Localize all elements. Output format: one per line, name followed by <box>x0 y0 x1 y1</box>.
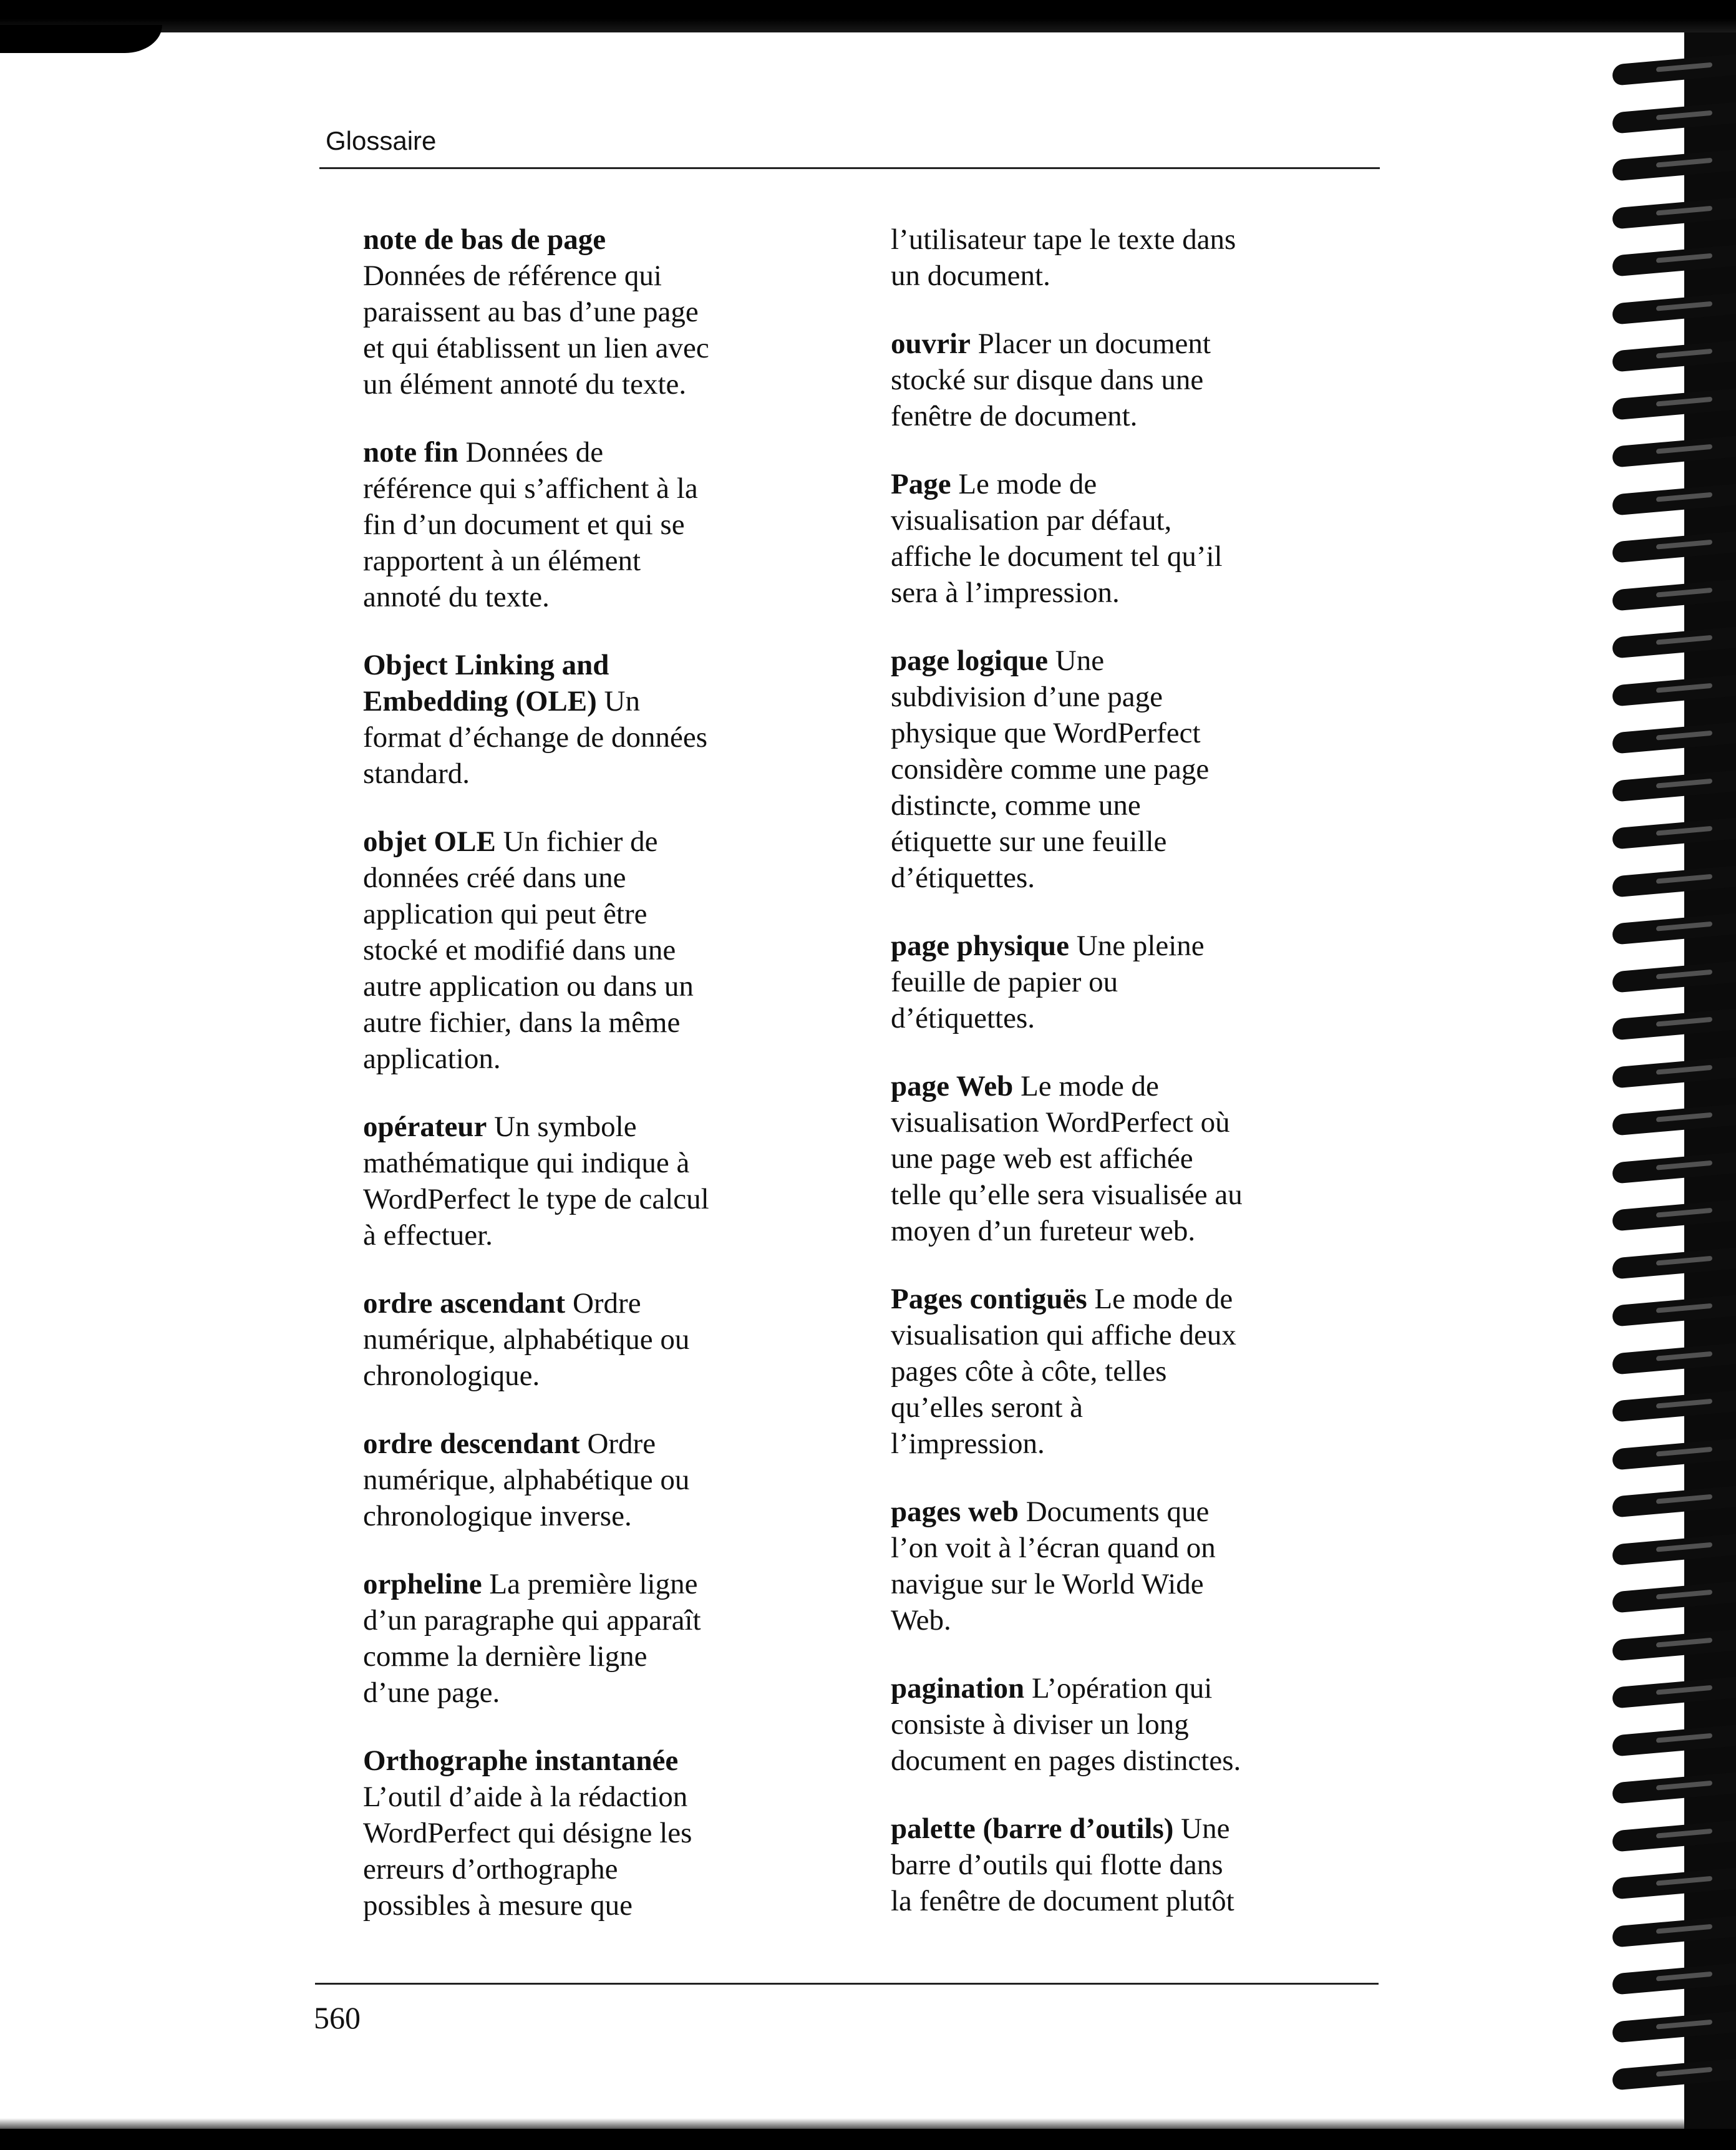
scan-bottom-edge <box>0 2129 1736 2150</box>
glossary-entry <box>891 1494 1290 1638</box>
glossary-term: Orthographe instantanée <box>363 1744 679 1777</box>
scan-top-edge <box>0 0 1736 32</box>
glossary-term: objet OLE <box>363 825 496 858</box>
glossary-entry <box>891 1281 1290 1462</box>
glossary-column-right <box>891 221 1290 1951</box>
glossary-continuation: l’utilisateur tape le texte dans un document. <box>891 223 1236 292</box>
glossary-definition: Le mode de visualisation WordPerfect où une page web est affichée telle qu’elle sera visualisée au moyen d’un fureteur web. <box>891 1070 1243 1247</box>
glossary-term: pagination <box>891 1672 1025 1705</box>
glossary-definition: Une barre d’outils qui flotte dans la fenêtre de document plutôt <box>891 1812 1234 1917</box>
glossary-definition: Le mode de visualisation qui affiche deux pages côte à côte, telles qu’elles seront à l’impression. <box>891 1283 1236 1460</box>
scan-top-corner <box>0 25 162 53</box>
glossary-entry <box>363 1566 775 1711</box>
glossary-term: opérateur <box>363 1111 487 1143</box>
glossary-entry <box>363 434 775 615</box>
glossary-definition: L’opération qui consiste à diviser un long document en pages distinctes. <box>891 1672 1241 1777</box>
glossary-definition: La première ligne d’un paragraphe qui apparaît comme la dernière ligne d’une page. <box>363 1568 701 1709</box>
glossary-definition: Ordre numérique, alphabétique ou chronologique inverse. <box>363 1428 690 1532</box>
glossary-entry <box>363 1426 775 1534</box>
glossary-entry <box>891 326 1290 434</box>
footer-rule <box>315 1983 1379 1985</box>
glossary-definition: Données de référence qui paraissent au bas d’une page et qui établissent un lien avec un élément annoté du texte. <box>363 260 709 401</box>
glossary-term: page physique <box>891 930 1070 962</box>
glossary-definition: Une subdivision d’une page physique que WordPerfect considère comme une page distincte, comme une étiquette sur une feuille d’étiquettes. <box>891 645 1210 894</box>
glossary-entry <box>363 1743 775 1924</box>
scan-bottom-shadow <box>0 2118 1736 2129</box>
header-rule <box>319 167 1380 169</box>
running-head: Glossaire <box>326 126 437 155</box>
glossary-definition: Ordre numérique, alphabétique ou chronologique. <box>363 1287 690 1392</box>
glossary-term: Page <box>891 468 951 500</box>
glossary-term: page logique <box>891 645 1049 677</box>
glossary-entry <box>891 1811 1290 1919</box>
glossary-term: ouvrir <box>891 328 971 360</box>
glossary-term: ordre descendant <box>363 1428 580 1460</box>
glossary-entry <box>363 1285 775 1394</box>
glossary-term: page Web <box>891 1070 1014 1102</box>
glossary-definition: Une pleine feuille de papier ou d’étiquettes. <box>891 930 1205 1034</box>
glossary-term: Object Linking and Embedding (OLE) <box>363 649 609 717</box>
glossary-term: orpheline <box>363 1568 482 1600</box>
glossary-term: Pages contiguës <box>891 1283 1087 1315</box>
glossary-definition: Documents que l’on voit à l’écran quand on navigue sur le World Wide Web. <box>891 1496 1216 1637</box>
glossary-entry <box>891 643 1290 896</box>
glossary-term: pages web <box>891 1496 1019 1528</box>
glossary-entry <box>891 928 1290 1036</box>
glossary-entry <box>363 647 775 792</box>
glossary-term: note fin <box>363 436 458 469</box>
glossary-definition: Un format d’échange de données standard. <box>363 685 707 790</box>
glossary-column-left <box>363 221 775 1955</box>
glossary-entry <box>891 1670 1290 1779</box>
glossary-definition: Un fichier de données créé dans une application qui peut être stocké et modifié dans une autre application ou dans un autre fichier, dans la même application. <box>363 825 694 1075</box>
glossary-definition: Un symbole mathématique qui indique à WordPerfect le type de calcul à effectuer. <box>363 1111 709 1252</box>
glossary-entry <box>891 466 1290 611</box>
glossary-definition: Placer un document stocké sur disque dans une fenêtre de document. <box>891 328 1211 432</box>
glossary-entry <box>363 221 775 402</box>
glossary-term: ordre ascendant <box>363 1287 566 1320</box>
glossary-entry <box>891 1068 1290 1249</box>
glossary-entry <box>363 1109 775 1253</box>
glossary-definition: L’outil d’aide à la rédaction WordPerfect qui désigne les erreurs d’orthographe possibles à mesure que <box>363 1781 692 1922</box>
glossary-definition: Le mode de visualisation par défaut, affiche le document tel qu’il sera à l’impression. <box>891 468 1223 609</box>
glossary-entry <box>363 824 775 1077</box>
glossary-term: note de bas de page <box>363 223 606 256</box>
glossary-definition: Données de référence qui s’affichent à la fin d’un document et qui se rapportent à un élément annoté du texte. <box>363 436 698 613</box>
page-number: 560 <box>314 2000 361 2035</box>
glossary-term: palette (barre d’outils) <box>891 1812 1174 1845</box>
